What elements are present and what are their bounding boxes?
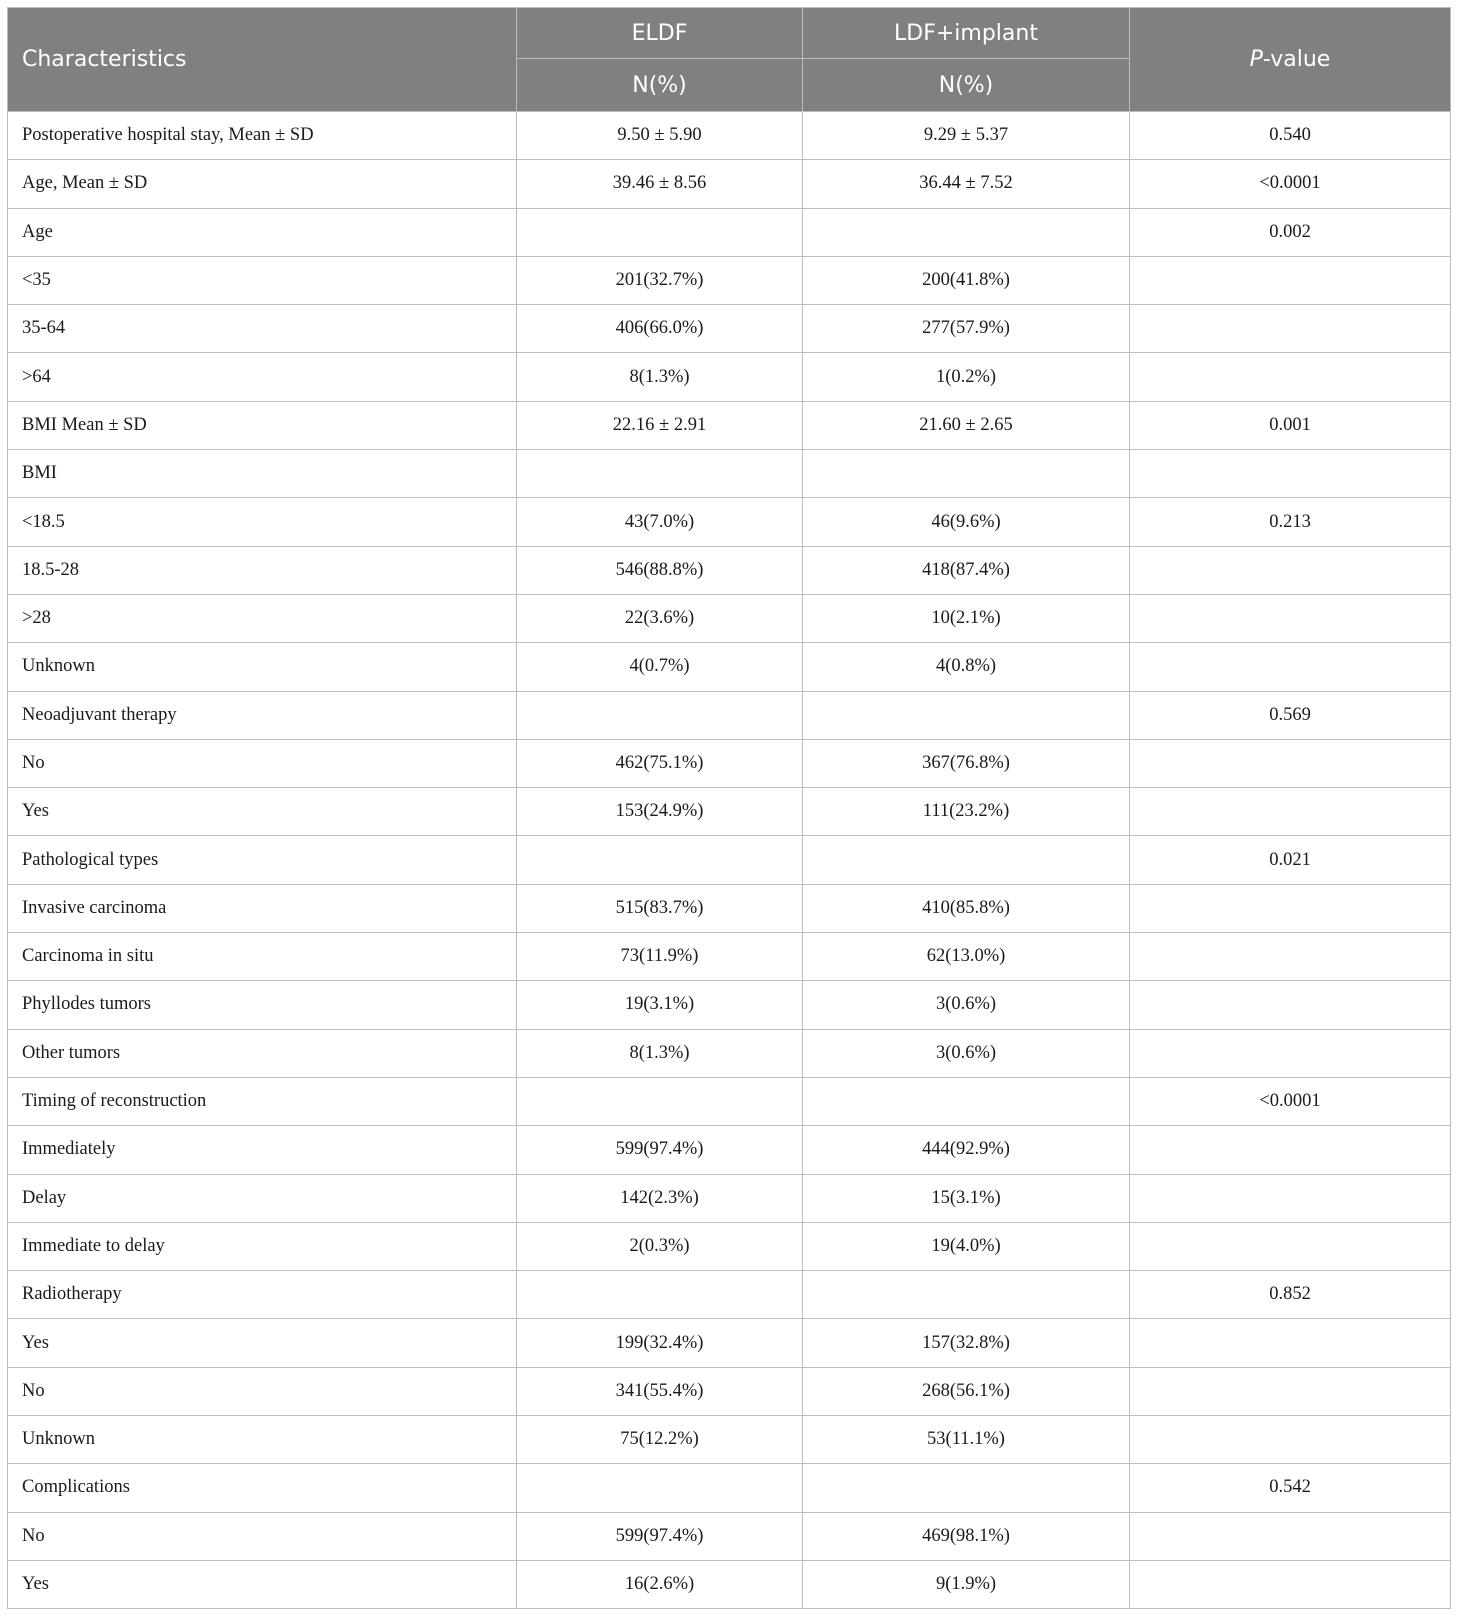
p-value-cell [1130, 1174, 1451, 1222]
row-label-cell: No [8, 1512, 517, 1560]
eldf-value-cell: 2(0.3%) [517, 1222, 803, 1270]
ldf-implant-value-cell [803, 208, 1130, 256]
ldf-implant-value-cell: 418(87.4%) [803, 546, 1130, 594]
row-label-cell: <18.5 [8, 498, 517, 546]
eldf-value-cell: 73(11.9%) [517, 933, 803, 981]
eldf-value-cell [517, 1464, 803, 1512]
table-row [8, 739, 1451, 787]
row-label-cell: Invasive carcinoma [8, 884, 517, 932]
p-value-cell [1130, 450, 1451, 498]
eldf-value-cell: 75(12.2%) [517, 1416, 803, 1464]
ldf-implant-value-cell: 111(23.2%) [803, 788, 1130, 836]
table-row [8, 1029, 1451, 1077]
ldf-implant-value-cell [803, 450, 1130, 498]
ldf-implant-value-cell [803, 691, 1130, 739]
ldf-implant-value-cell: 3(0.6%) [803, 1029, 1130, 1077]
table-row [8, 1174, 1451, 1222]
p-value-cell: 0.002 [1130, 208, 1451, 256]
ldf-implant-value-cell: 1(0.2%) [803, 353, 1130, 401]
table-row [8, 1222, 1451, 1270]
row-label-cell: Postoperative hospital stay, Mean ± SD [8, 112, 517, 160]
row-label-cell: No [8, 739, 517, 787]
ldf-implant-value-cell: 410(85.8%) [803, 884, 1130, 932]
header-eldf: ELDF [517, 8, 803, 59]
eldf-value-cell: 9.50 ± 5.90 [517, 112, 803, 160]
eldf-value-cell: 153(24.9%) [517, 788, 803, 836]
ldf-implant-value-cell [803, 1077, 1130, 1125]
table-row [8, 256, 1451, 304]
p-value-cell [1130, 884, 1451, 932]
ldf-implant-value-cell: 367(76.8%) [803, 739, 1130, 787]
characteristics-table [7, 7, 1451, 1609]
p-value-cell: 0.213 [1130, 498, 1451, 546]
p-value-cell [1130, 933, 1451, 981]
ldf-implant-value-cell [803, 1271, 1130, 1319]
p-value-cell [1130, 739, 1451, 787]
row-label-cell: BMI [8, 450, 517, 498]
table-body [8, 112, 1451, 1609]
table-row [8, 691, 1451, 739]
p-value-cell [1130, 1367, 1451, 1415]
header-p-italic: P [1249, 47, 1263, 72]
table-row [8, 546, 1451, 594]
eldf-value-cell [517, 1077, 803, 1125]
row-label-cell: Yes [8, 1319, 517, 1367]
row-label-cell: Neoadjuvant therapy [8, 691, 517, 739]
table-row [8, 1367, 1451, 1415]
eldf-value-cell: 8(1.3%) [517, 1029, 803, 1077]
ldf-implant-value-cell: 19(4.0%) [803, 1222, 1130, 1270]
table-row [8, 1464, 1451, 1512]
p-value-cell: <0.0001 [1130, 160, 1451, 208]
table-row [8, 1416, 1451, 1464]
row-label-cell: 35-64 [8, 305, 517, 353]
row-label-cell: Delay [8, 1174, 517, 1222]
eldf-value-cell [517, 450, 803, 498]
row-label-cell: Age [8, 208, 517, 256]
table-row [8, 933, 1451, 981]
table-row [8, 401, 1451, 449]
row-label-cell: Yes [8, 788, 517, 836]
ldf-implant-value-cell: 62(13.0%) [803, 933, 1130, 981]
header-ldf-implant-sub: N(%) [803, 59, 1130, 112]
header-row-top [8, 8, 1451, 59]
eldf-value-cell: 341(55.4%) [517, 1367, 803, 1415]
p-value-cell: 0.021 [1130, 836, 1451, 884]
ldf-implant-value-cell: 3(0.6%) [803, 981, 1130, 1029]
p-value-cell: 0.540 [1130, 112, 1451, 160]
eldf-value-cell [517, 208, 803, 256]
ldf-implant-value-cell [803, 1464, 1130, 1512]
eldf-value-cell: 39.46 ± 8.56 [517, 160, 803, 208]
eldf-value-cell: 8(1.3%) [517, 353, 803, 401]
table-row [8, 1077, 1451, 1125]
header-ldf-implant: LDF+implant [803, 8, 1130, 59]
row-label-cell: Unknown [8, 1416, 517, 1464]
ldf-implant-value-cell: 277(57.9%) [803, 305, 1130, 353]
table-row [8, 305, 1451, 353]
ldf-implant-value-cell: 15(3.1%) [803, 1174, 1130, 1222]
header-characteristics: Characteristics [8, 8, 517, 112]
row-label-cell: Radiotherapy [8, 1271, 517, 1319]
eldf-value-cell [517, 1271, 803, 1319]
table-row [8, 1512, 1451, 1560]
ldf-implant-value-cell: 157(32.8%) [803, 1319, 1130, 1367]
table-row [8, 788, 1451, 836]
p-value-cell [1130, 594, 1451, 642]
p-value-cell [1130, 1512, 1451, 1560]
header-eldf-sub: N(%) [517, 59, 803, 112]
eldf-value-cell: 43(7.0%) [517, 498, 803, 546]
table-row [8, 643, 1451, 691]
row-label-cell: Pathological types [8, 836, 517, 884]
p-value-cell [1130, 1416, 1451, 1464]
p-value-cell [1130, 1560, 1451, 1608]
table-header [8, 8, 1451, 112]
p-value-cell: <0.0001 [1130, 1077, 1451, 1125]
table-row [8, 450, 1451, 498]
table-row [8, 112, 1451, 160]
eldf-value-cell [517, 836, 803, 884]
eldf-value-cell: 599(97.4%) [517, 1512, 803, 1560]
row-label-cell: No [8, 1367, 517, 1415]
table-row [8, 498, 1451, 546]
table-row [8, 594, 1451, 642]
p-value-cell [1130, 1029, 1451, 1077]
eldf-value-cell: 22.16 ± 2.91 [517, 401, 803, 449]
eldf-value-cell: 406(66.0%) [517, 305, 803, 353]
ldf-implant-value-cell: 200(41.8%) [803, 256, 1130, 304]
row-label-cell: Unknown [8, 643, 517, 691]
eldf-value-cell: 142(2.3%) [517, 1174, 803, 1222]
ldf-implant-value-cell: 21.60 ± 2.65 [803, 401, 1130, 449]
eldf-value-cell: 4(0.7%) [517, 643, 803, 691]
row-label-cell: Complications [8, 1464, 517, 1512]
eldf-value-cell: 19(3.1%) [517, 981, 803, 1029]
row-label-cell: Phyllodes tumors [8, 981, 517, 1029]
row-label-cell: 18.5-28 [8, 546, 517, 594]
ldf-implant-value-cell: 268(56.1%) [803, 1367, 1130, 1415]
table-row [8, 1271, 1451, 1319]
table-row [8, 981, 1451, 1029]
ldf-implant-value-cell: 4(0.8%) [803, 643, 1130, 691]
characteristics-table-container [7, 7, 1450, 1609]
p-value-cell: 0.542 [1130, 1464, 1451, 1512]
table-row [8, 1560, 1451, 1608]
ldf-implant-value-cell: 53(11.1%) [803, 1416, 1130, 1464]
p-value-cell [1130, 305, 1451, 353]
eldf-value-cell: 22(3.6%) [517, 594, 803, 642]
ldf-implant-value-cell [803, 836, 1130, 884]
eldf-value-cell: 199(32.4%) [517, 1319, 803, 1367]
table-row [8, 1126, 1451, 1174]
row-label-cell: Immediate to delay [8, 1222, 517, 1270]
eldf-value-cell: 462(75.1%) [517, 739, 803, 787]
p-value-cell [1130, 256, 1451, 304]
table-row [8, 353, 1451, 401]
ldf-implant-value-cell: 444(92.9%) [803, 1126, 1130, 1174]
p-value-cell [1130, 981, 1451, 1029]
p-value-cell: 0.852 [1130, 1271, 1451, 1319]
row-label-cell: Timing of reconstruction [8, 1077, 517, 1125]
ldf-implant-value-cell: 36.44 ± 7.52 [803, 160, 1130, 208]
header-p-value [1130, 8, 1451, 112]
table-row [8, 1319, 1451, 1367]
row-label-cell: >64 [8, 353, 517, 401]
row-label-cell: >28 [8, 594, 517, 642]
ldf-implant-value-cell: 10(2.1%) [803, 594, 1130, 642]
p-value-cell [1130, 788, 1451, 836]
p-value-cell [1130, 1319, 1451, 1367]
row-label-cell: Other tumors [8, 1029, 517, 1077]
row-label-cell: Age, Mean ± SD [8, 160, 517, 208]
eldf-value-cell: 515(83.7%) [517, 884, 803, 932]
eldf-value-cell: 599(97.4%) [517, 1126, 803, 1174]
row-label-cell: Carcinoma in situ [8, 933, 517, 981]
p-value-cell: 0.569 [1130, 691, 1451, 739]
eldf-value-cell [517, 691, 803, 739]
row-label-cell: Immediately [8, 1126, 517, 1174]
ldf-implant-value-cell: 46(9.6%) [803, 498, 1130, 546]
p-value-cell: 0.001 [1130, 401, 1451, 449]
p-value-cell [1130, 643, 1451, 691]
eldf-value-cell: 16(2.6%) [517, 1560, 803, 1608]
p-value-cell [1130, 353, 1451, 401]
p-value-cell [1130, 1126, 1451, 1174]
ldf-implant-value-cell: 469(98.1%) [803, 1512, 1130, 1560]
ldf-implant-value-cell: 9.29 ± 5.37 [803, 112, 1130, 160]
row-label-cell: <35 [8, 256, 517, 304]
eldf-value-cell: 546(88.8%) [517, 546, 803, 594]
header-p-rest: -value [1262, 47, 1331, 72]
eldf-value-cell: 201(32.7%) [517, 256, 803, 304]
row-label-cell: Yes [8, 1560, 517, 1608]
row-label-cell: BMI Mean ± SD [8, 401, 517, 449]
p-value-cell [1130, 546, 1451, 594]
table-row [8, 836, 1451, 884]
p-value-cell [1130, 1222, 1451, 1270]
ldf-implant-value-cell: 9(1.9%) [803, 1560, 1130, 1608]
table-row [8, 160, 1451, 208]
table-row [8, 884, 1451, 932]
table-row [8, 208, 1451, 256]
